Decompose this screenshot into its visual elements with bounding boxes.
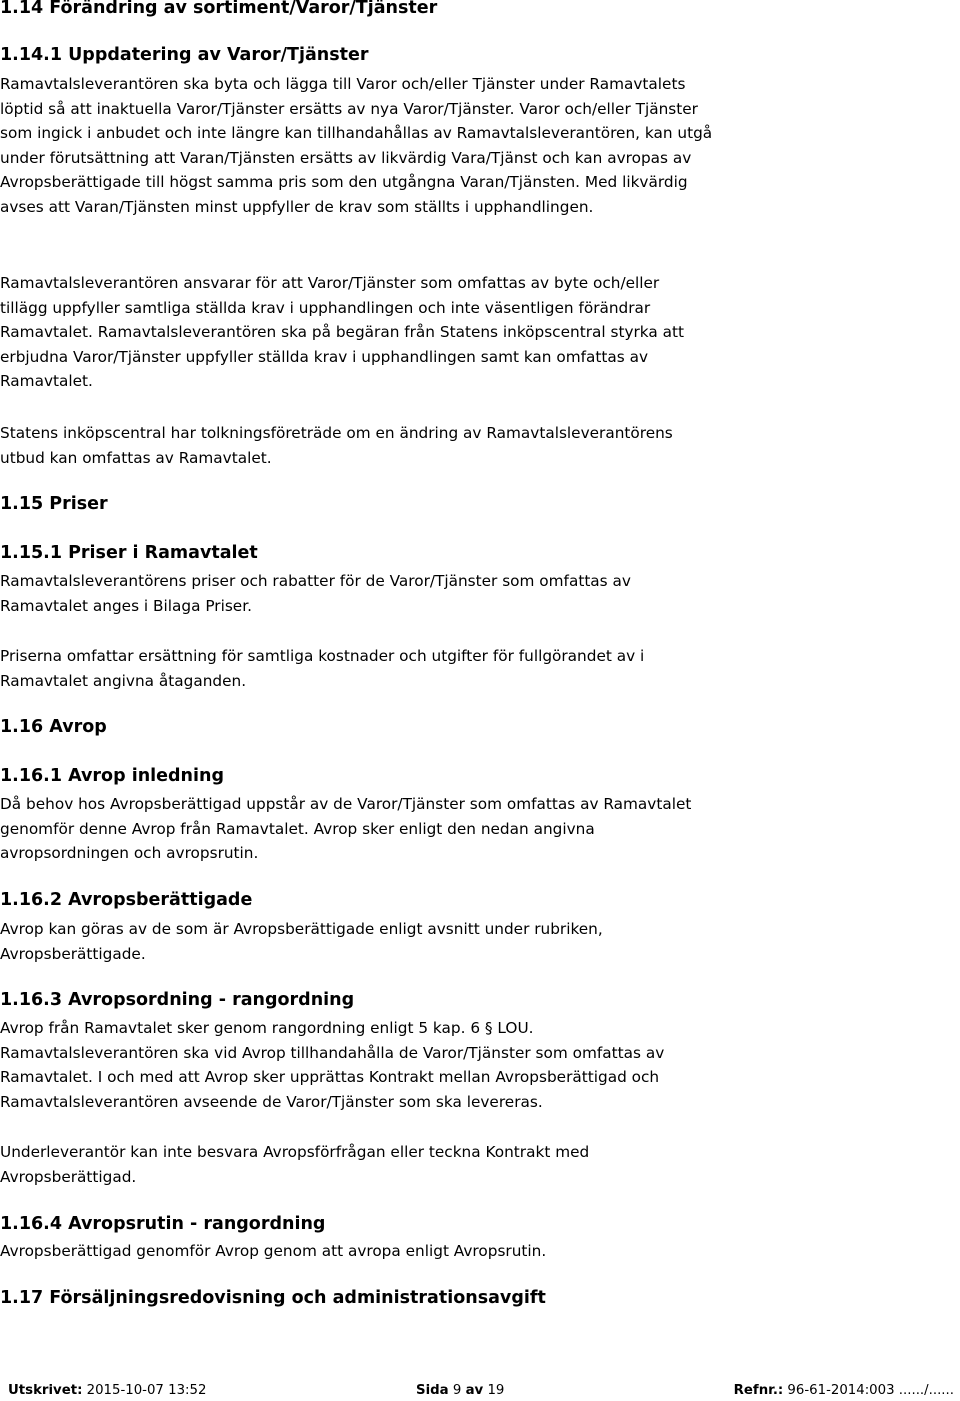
- heading-1-16-4: 1.16.4 Avropsrutin - rangordning: [0, 1214, 326, 1234]
- paragraph-eligible: [0, 917, 603, 966]
- heading-1-14: 1.14 Förändring av sortiment/Varor/Tjänster: [0, 0, 438, 18]
- paragraph-line: Ramavtalsleverantören ska byta och lägga till Varor och/eller Tjänster under Ramavtalets: [0, 75, 686, 93]
- page-footer: [0, 1381, 960, 1401]
- paragraph-line: utbud kan omfattas av Ramavtalet.: [0, 448, 272, 467]
- paragraph-line: tillägg uppfyller samtliga ställda krav i upphandlingen och inte väsentligen förändrar: [0, 298, 651, 317]
- heading-1-17: 1.17 Försäljningsredovisning och administrationsavgift: [0, 1288, 546, 1308]
- paragraph-line: erbjudna Varor/Tjänster uppfyller ställda krav i upphandlingen samt kan omfattas av: [0, 347, 649, 366]
- paragraph-line: Avrop kan göras av de som är Avropsberättigade enligt avsnitt under rubriken,: [0, 920, 603, 938]
- paragraph-line: Underleverantör kan inte besvara Avropsförfrågan eller teckna Kontrakt med: [0, 1143, 590, 1161]
- page-total: 19: [487, 1383, 505, 1398]
- paragraph-line: under förutsättning att Varan/Tjänsten ersätts av likvärdig Vara/Tjänst och kan avropas av: [0, 148, 692, 167]
- paragraph-price-coverage: [0, 644, 644, 693]
- printed-label: Utskrivet:: [8, 1383, 83, 1398]
- paragraph-line: som ingick i anbudet och inte längre kan tillhandahållas av Ramavtalsleverantören, kan utgå: [0, 124, 713, 142]
- heading-1-16-2: 1.16.2 Avropsberättigade: [0, 890, 253, 910]
- paragraph-line: Ramavtalet angivna åtaganden.: [0, 671, 247, 690]
- paragraph-line: Avropsberättigad.: [0, 1167, 137, 1186]
- paragraph-line: Ramavtalsleverantörens priser och rabatter för de Varor/Tjänster som omfattas av: [0, 572, 631, 590]
- paragraph-prices: [0, 569, 631, 618]
- printed-date: [8, 1381, 206, 1401]
- heading-1-15-1: 1.15.1 Priser i Ramavtalet: [0, 543, 258, 563]
- paragraph-line: avses att Varan/Tjänsten minst uppfyller de krav som ställts i upphandlingen.: [0, 197, 594, 216]
- paragraph-subcontractor: [0, 1140, 589, 1189]
- paragraph-supplier-responsibility: [0, 271, 684, 394]
- paragraph-line: Avropsberättigade.: [0, 944, 146, 963]
- paragraph-line: Avrop från Ramavtalet sker genom rangordning enligt 5 kap. 6 § LOU.: [0, 1019, 534, 1037]
- heading-1-16: 1.16 Avrop: [0, 717, 107, 737]
- paragraph-line: Ramavtalet anges i Bilaga Priser.: [0, 596, 252, 615]
- paragraph-line: Statens inköpscentral har tolkningsföreträde om en ändring av Ramavtalsleverantörens: [0, 424, 673, 442]
- paragraph-line: genomför denne Avrop från Ramavtalet. Avrop sker enligt den nedan angivna: [0, 819, 595, 838]
- heading-1-15: 1.15 Priser: [0, 494, 108, 514]
- page-number: [416, 1381, 504, 1401]
- ref-label: Refnr.:: [733, 1383, 784, 1398]
- paragraph-line: Avropsberättigad genomför Avrop genom att avropa enligt Avropsrutin.: [0, 1242, 547, 1260]
- ref-value: 96-61-2014:003 ....../......: [783, 1383, 954, 1398]
- page-label: Sida: [416, 1383, 449, 1398]
- printed-value: 2015-10-07 13:52: [82, 1383, 207, 1398]
- heading-1-16-1: 1.16.1 Avrop inledning: [0, 766, 224, 786]
- paragraph-line: Då behov hos Avropsberättigad uppstår av de Varor/Tjänster som omfattas av Ramavtalet: [0, 795, 692, 813]
- paragraph-call-off-routine: [0, 1239, 546, 1264]
- page-current: 9: [452, 1383, 462, 1398]
- paragraph-line: Priserna omfattar ersättning för samtliga kostnader och utgifter för fullgörandet av i: [0, 647, 645, 665]
- paragraph-line: Ramavtalet. Ramavtalsleverantören ska på begäran från Statens inköpscentral styrka att: [0, 323, 684, 341]
- paragraph-ranking-order: [0, 1016, 664, 1114]
- paragraph-line: Avropsberättigade till högst samma pris som den utgångna Varan/Tjänsten. Med likvärdig: [0, 173, 688, 191]
- paragraph-line: löptid så att inaktuella Varor/Tjänster ersätts av nya Varor/Tjänster. Varor och/eller Tjänster: [0, 99, 698, 118]
- paragraph-line: Ramavtalet. I och med att Avrop sker upprättas Kontrakt mellan Avropsberättigad och: [0, 1068, 660, 1086]
- paragraph-line: Ramavtalsleverantören avseende de Varor/Tjänster som ska levereras.: [0, 1092, 543, 1111]
- reference-number: [734, 1381, 954, 1401]
- heading-1-14-1: 1.14.1 Uppdatering av Varor/Tjänster: [0, 45, 369, 65]
- page-of-label: av: [465, 1383, 484, 1398]
- paragraph-line: Ramavtalet.: [0, 372, 93, 390]
- paragraph-line: avropsordningen och avropsrutin.: [0, 844, 259, 862]
- paragraph-interpretation: [0, 421, 673, 470]
- heading-1-16-3: 1.16.3 Avropsordning - rangordning: [0, 990, 355, 1010]
- paragraph-line: Ramavtalsleverantören ansvarar för att Varor/Tjänster som omfattas av byte och/eller: [0, 274, 660, 292]
- paragraph-update-goods: [0, 72, 712, 219]
- paragraph-call-off-intro: [0, 792, 691, 866]
- paragraph-line: Ramavtalsleverantören ska vid Avrop tillhandahålla de Varor/Tjänster som omfattas av: [0, 1043, 665, 1062]
